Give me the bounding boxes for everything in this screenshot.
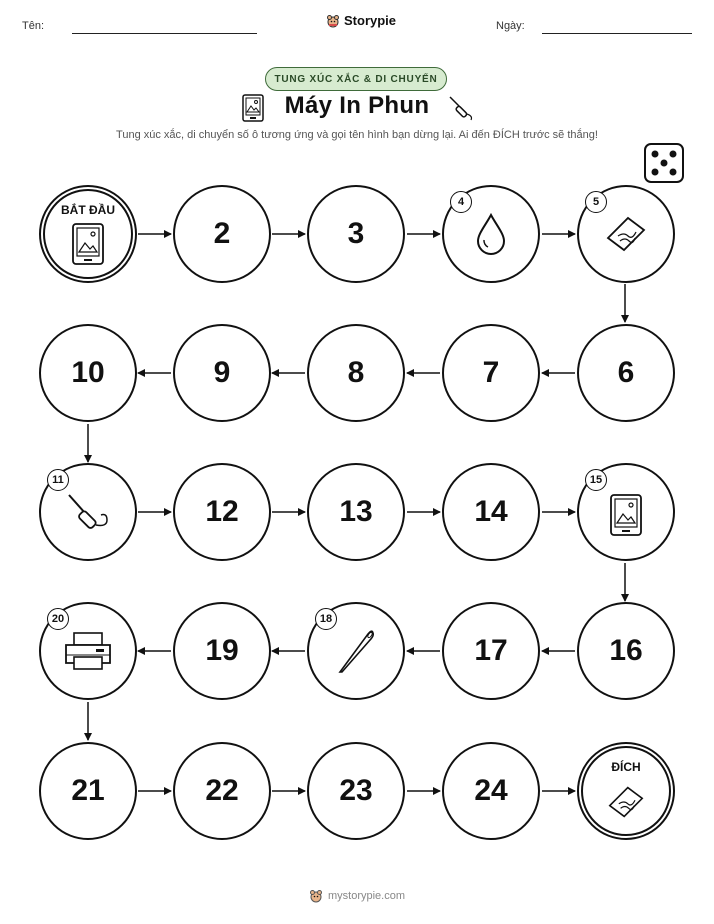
- instructions: Tung xúc xắc, di chuyển số ô tương ứng và gọi tên hình bạn dừng lại. Ai đến ĐÍCH trước sẽ thắng!: [116, 129, 598, 141]
- cell-number: 24: [474, 774, 508, 807]
- cell-number: 12: [205, 495, 239, 528]
- board-cell-finish[interactable]: [577, 742, 675, 840]
- board-cell-16[interactable]: [577, 602, 675, 700]
- cell-number: 2: [213, 217, 231, 250]
- printer-icon: [62, 629, 114, 673]
- storypie-mascot-icon: [309, 889, 323, 903]
- cell-badge-5: 5: [585, 191, 607, 213]
- cell-number: 17: [474, 634, 508, 667]
- footer-site[interactable]: mystorypie.com: [327, 890, 406, 902]
- brand-name: Storypie: [344, 13, 397, 28]
- cell-number: 14: [474, 495, 508, 528]
- cell-number: 7: [482, 356, 500, 389]
- board-cell-17[interactable]: [442, 602, 540, 700]
- board-cell-13[interactable]: [307, 463, 405, 561]
- cell-badge-11: 11: [47, 469, 69, 491]
- soldering-iron-icon: [63, 487, 113, 537]
- tablet-icon: [609, 493, 643, 537]
- board-cell-start[interactable]: [39, 185, 137, 283]
- cell-number: 6: [617, 356, 635, 389]
- board-cell-6[interactable]: [577, 324, 675, 422]
- board-cell-8[interactable]: [307, 324, 405, 422]
- name-label: Tên:: [22, 20, 45, 32]
- finish-label: ĐÍCH: [611, 760, 641, 774]
- paper-icon: [606, 784, 646, 820]
- cell-number: 22: [205, 774, 239, 807]
- cell-badge-15: 15: [585, 469, 607, 491]
- board-cell-23[interactable]: [307, 742, 405, 840]
- cell-number: 8: [347, 356, 365, 389]
- board-cell-12[interactable]: [173, 463, 271, 561]
- board-cell-2[interactable]: [173, 185, 271, 283]
- cell-number: 9: [213, 356, 231, 389]
- cell-number: 21: [71, 774, 105, 807]
- board-cell-14[interactable]: [442, 463, 540, 561]
- board-cell-10[interactable]: [39, 324, 137, 422]
- activity-badge: TUNG XÚC XẮC & DI CHUYỂN: [265, 67, 447, 91]
- cell-number: 3: [347, 217, 365, 250]
- board-cell-7[interactable]: [442, 324, 540, 422]
- board-cell-21[interactable]: [39, 742, 137, 840]
- date-label: Ngày:: [496, 20, 525, 32]
- cell-number: 13: [339, 495, 373, 528]
- page-title: Máy In Phun: [284, 92, 430, 119]
- cell-badge-18: 18: [315, 608, 337, 630]
- tablet-icon: [71, 222, 105, 266]
- start-label: BẮT ĐẦU: [61, 203, 115, 217]
- ink-drop-icon: [473, 212, 509, 256]
- cell-badge-20: 20: [47, 608, 69, 630]
- board-cell-24[interactable]: [442, 742, 540, 840]
- cell-number: 19: [205, 634, 239, 667]
- cell-number: 16: [609, 634, 643, 667]
- cell-number: 10: [71, 356, 105, 389]
- board-cell-9[interactable]: [173, 324, 271, 422]
- needle-icon: [334, 626, 378, 676]
- paper-icon: [604, 214, 648, 254]
- cell-badge-4: 4: [450, 191, 472, 213]
- board-cell-3[interactable]: [307, 185, 405, 283]
- footer: [0, 889, 714, 903]
- board-cell-19[interactable]: [173, 602, 271, 700]
- board-cell-22[interactable]: [173, 742, 271, 840]
- cell-number: 23: [339, 774, 373, 807]
